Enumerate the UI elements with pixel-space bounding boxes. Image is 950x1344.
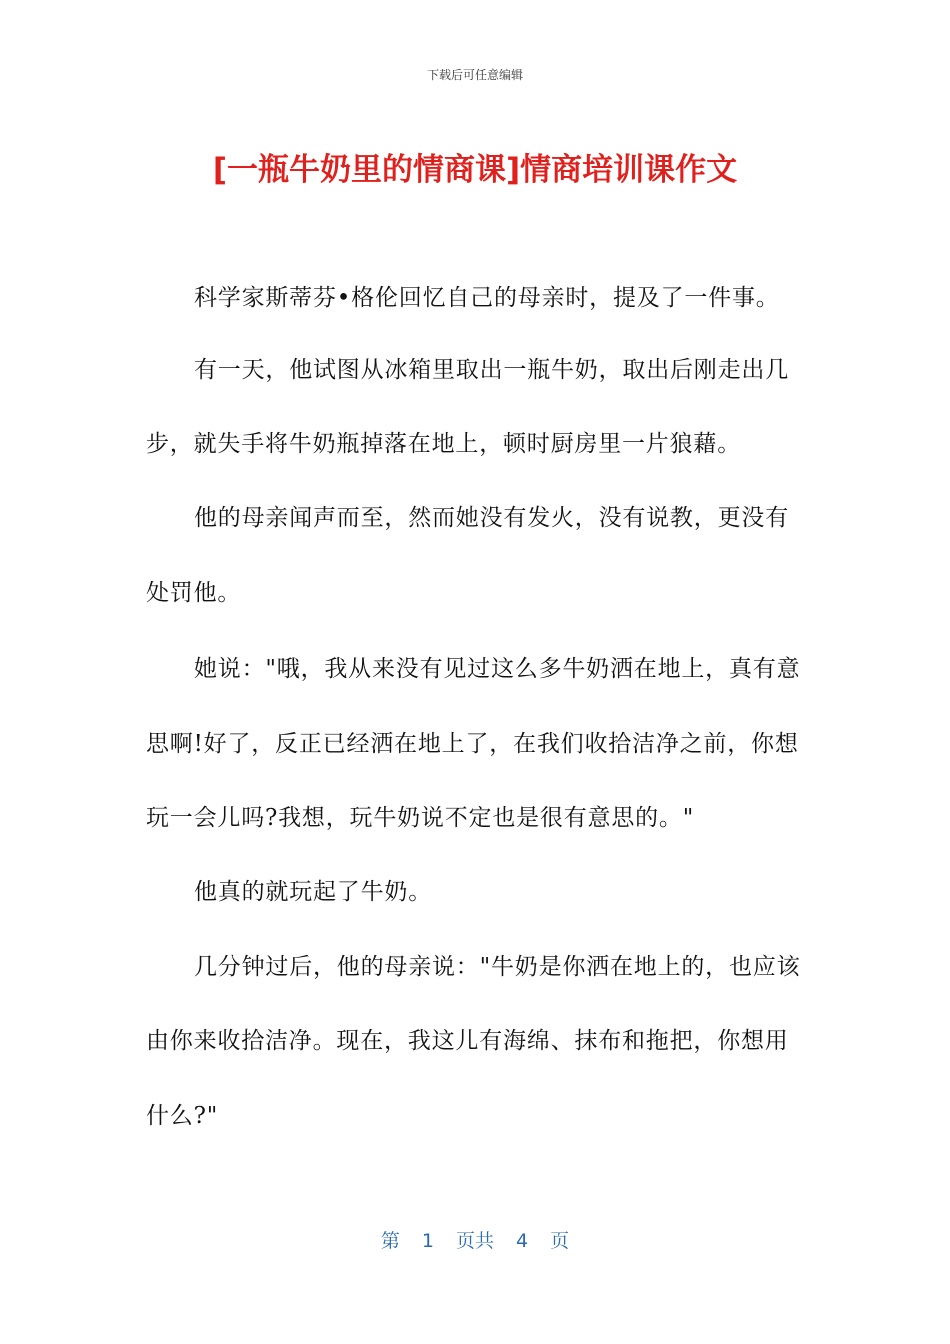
- footer-middle: 页共: [455, 1230, 494, 1252]
- header-note: 下载后可任意编辑: [426, 68, 523, 82]
- paragraph-line-11: 由你来收拾洁净。现在，我这儿有海绵、抹布和拖把，你想用: [146, 1028, 789, 1054]
- paragraph-line-7: 思啊!好了，反正已经洒在地上了，在我们收拾洁净之前，你想: [146, 731, 799, 757]
- paragraph-line-5: 处罚他。: [146, 580, 242, 606]
- paragraph-line-4: 他的母亲闻声而至，然而她没有发火，没有说教，更没有: [194, 505, 789, 531]
- footer-suffix: 页: [550, 1230, 570, 1252]
- document-title: [一瓶牛奶里的情商课]情商培训课作文: [212, 152, 738, 188]
- paragraph-line-3: 步，就失手将牛奶瓶掉落在地上，顿时厨房里一片狼藉。: [146, 431, 741, 457]
- footer-prefix: 第: [380, 1230, 400, 1252]
- paragraph-line-12: 什么?": [146, 1103, 219, 1129]
- paragraph-line-9: 他真的就玩起了牛奶。: [194, 879, 432, 905]
- paragraph-line-10: 几分钟过后，他的母亲说："牛奶是你洒在地上的，也应该: [194, 954, 801, 980]
- paragraph-line-2: 有一天，他试图从冰箱里取出一瓶牛奶，取出后刚走出几: [194, 357, 789, 383]
- footer-page-number: 1: [421, 1230, 434, 1252]
- paragraph-line-1: 科学家斯蒂芬•格伦回忆自己的母亲时，提及了一件事。: [194, 285, 780, 311]
- page-footer: [0, 1226, 950, 1253]
- footer-total-pages: 4: [516, 1230, 529, 1252]
- paragraph-line-6: 她说："哦，我从来没有见过这么多牛奶洒在地上，真有意: [194, 656, 801, 682]
- paragraph-line-8: 玩一会儿吗?我想，玩牛奶说不定也是很有意思的。": [146, 805, 695, 831]
